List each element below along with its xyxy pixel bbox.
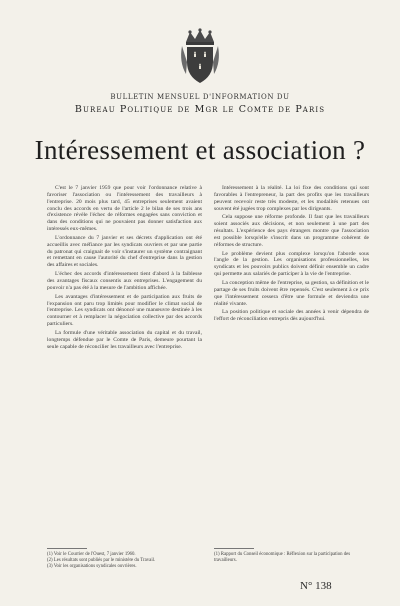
article-right-column xyxy=(214,185,369,325)
paragraph: L'échec des accords d'intéressement tient d'abord à la faiblesse des avantages fiscaux consentis aux entreprises. L'engagement du pouvoir n'a pas été à la mesure de l'ambition affichée. xyxy=(47,271,202,291)
footnote-divider xyxy=(47,548,87,549)
paragraph: La formule d'une véritable association du capital et du travail, longtemps défendue par le Comte de Paris, demeure pourtant la seule capable de réconcilier les travailleurs avec l'entreprise. xyxy=(47,329,202,350)
bureau-heading: Bureau Politique de Mgr le Comte de Paris xyxy=(74,104,326,115)
footnote: (2) Les résultats sont publiés par le ministère du Travail. xyxy=(47,557,156,563)
paragraph: Cela suppose une réforme profonde. Il faut que les travailleurs soient associés aux décisions, et non seulement à une part des résultats. L'expérience des pays étrangers montre que l'association est possible lorsqu'elle s'inscrit dans un programme cohérent de réformes de structure. xyxy=(214,214,369,248)
bulletin-heading: BULLETIN MENSUEL D'INFORMATION DU xyxy=(110,93,290,101)
footnote: (1) Voir le Courrier de l'Ouest, 7 janvier 1960. xyxy=(47,552,136,557)
article-left-column xyxy=(47,185,202,352)
paragraph: Les avantages d'intéressement et de participation aux fruits de l'expansion ont paru trop limités pour modifier le climat social de l'entreprise. Les syndicats ont dénoncé une manœuvre destinée à les contourner et à remplacer la négociation collective par des accords particuliers. xyxy=(47,293,202,328)
royal-crest-icon xyxy=(178,28,222,86)
paragraph: L'ordonnance du 7 janvier et ses décrets d'application ont été accueillis avec méfiance par les syndicats ouvriers et par une partie du patronat qui craignait de voir s'instaurer un système contraignant et remettant en cause l'autorité du chef d'entreprise dans la gestion des affaires et sociales. xyxy=(47,234,202,269)
footnote: (1) Rapport du Conseil économique : Réflexion sur la participation des travailleurs. xyxy=(214,552,351,563)
paragraph: La conception même de l'entreprise, sa gestion, sa définition et le partage de ses fruits doivent être repensés. C'est seulement à ce prix que l'intéressement cessera d'être une formule et deviendra une réalité vivante. xyxy=(214,279,369,307)
paragraph: Intéressement à la réalité. La loi fixe des conditions qui sont favorables à l'entrepreneur, la part des profits que les travailleurs peuvent recevoir reste très modeste, et les modalités retenues ont souvent été jugées trop complexes par les dirigeants. xyxy=(214,185,369,212)
footnotes-right xyxy=(214,552,369,564)
paragraph: C'est le 7 janvier 1959 que pour voir l'ordonnance relative à favoriser l'association ou l'intéressement des travailleurs à l'entreprise. 20 mois plus tard, 45 entreprises seulement avaient conclu des accords en vertu de l'article 2 le bilan de ses trois ans d'existence révèle l'échec de réformes engagées sans conviction et dans des conditions qui ne pouvaient pas donner satisfaction aux intéressés eux-mêmes. xyxy=(47,185,202,233)
paragraph: Le problème devient plus complexe lorsqu'on l'aborde sous l'angle de la gestion. Les organisations professionnelles, les syndicats et les pouvoirs publics doivent définir ensemble un cadre qui permette aux salariés de participer à la vie de l'entreprise. xyxy=(214,250,369,278)
issue-number: N° 138 xyxy=(300,580,332,592)
footnote-divider xyxy=(214,548,254,549)
footnote: (3) Voir les organisations syndicales ouvrières. xyxy=(47,563,137,569)
paragraph: La position politique et sociale des années à venir dépendra de l'effort de réconciliation entrepris dès aujourd'hui. xyxy=(214,309,369,323)
footnotes-left xyxy=(47,552,202,569)
article-title: Intéressement et association ? xyxy=(34,135,366,165)
